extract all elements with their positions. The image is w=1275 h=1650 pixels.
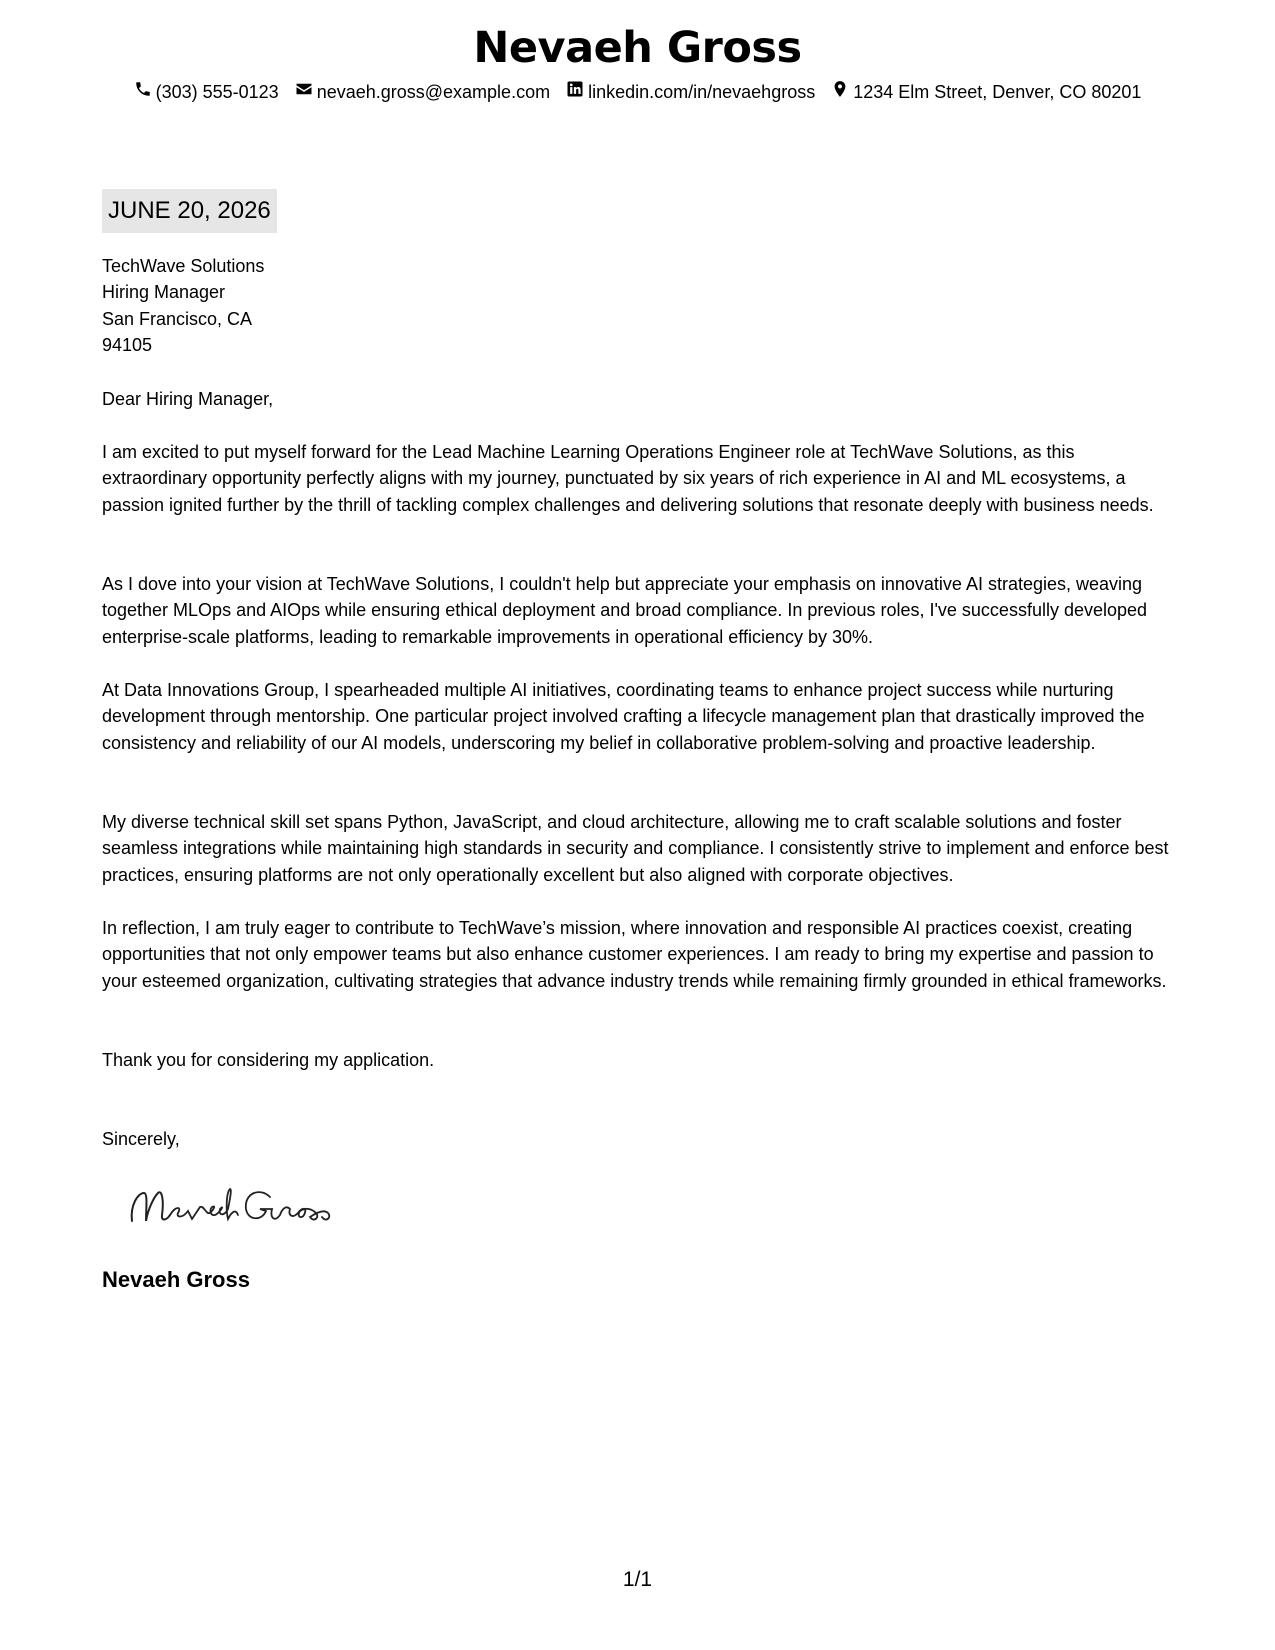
address-text: 1234 Elm Street, Denver, CO 80201 [853,82,1142,102]
recipient-company: TechWave Solutions [102,256,265,276]
contact-linkedin [566,80,815,104]
applicant-name: Nevaeh Gross [473,23,802,73]
recipient-city: San Francisco, CA [102,308,253,329]
thanks-line: Thank you for considering my application. [102,1050,435,1070]
salutation: Dear Hiring Manager, [102,389,274,409]
paragraph-1: I am excited to put myself forward for the Lead Machine Learning Operations Engineer role at TechWave Solutions, as this extraordinary opportunity perfectly aligns with my journey, punctuated by six years of rich experience in AI and ML ecosystems, a passion ignited further by the thrill of tackling complex challenges and delivering solutions that resonate deeply with business needs. [102,442,1154,515]
paragraph-5: In reflection, I am truly eager to contribute to TechWave’s mission, where innovation and responsible AI practices coexist, creating opportunities that not only empower teams but also enhance customer experiences. I am ready to bring my expertise and passion to your esteemed organization, cultivating strategies that advance industry trends while remaining firmly grounded in ethical frameworks. [102,918,1167,991]
recipient-zip: 94105 [102,335,153,356]
handwritten-signature [120,1175,360,1235]
contact-address [831,80,1141,104]
recipient-block [102,253,1174,359]
page-number: 1/1 [622,1568,653,1591]
closing: Sincerely, [102,1129,180,1149]
linkedin-link[interactable]: linkedin.com/in/nevaehgross [588,82,816,102]
paragraph-3: At Data Innovations Group, I spearheaded multiple AI initiatives, coordinating teams to enhance project success while nurturing development through mentorship. One particular project involved crafting a lifecycle management plan that drastically improved the consistency and reliability of our AI models, underscoring my belief in collaborative problem-solving and proactive leadership. [102,680,1145,753]
paragraph-2: As I dove into your vision at TechWave Solutions, I couldn't help but appreciate your emphasis on innovative AI strategies, weaving together MLOps and AIOps while ensuring ethical deployment and broad compliance. In previous roles, I've successfully developed enterprise-scale platforms, leading to remarkable improvements in operational efficiency by 30%. [102,574,1148,647]
map-marker-icon [831,80,853,104]
linkedin-icon [566,80,588,104]
phone-icon [134,80,156,104]
recipient-title: Hiring Manager [102,282,226,303]
envelope-icon [295,80,317,104]
phone-text: (303) 555-0123 [155,82,279,102]
contact-email [295,80,550,104]
email-link[interactable]: nevaeh.gross@example.com [316,82,551,102]
signer-name: Nevaeh Gross [102,1267,250,1292]
paragraph-4: My diverse technical skill set spans Python, JavaScript, and cloud architecture, allowing me to craft scalable solutions and foster seamless integrations while maintaining high standards in security and compliance. I consistently strive to implement and enforce best practices, ensuring platforms are not only operationally excellent but also aligned with corporate objectives. [102,812,1169,885]
contact-bar [0,80,1275,104]
letter-date: JUNE 20, 2026 [102,189,277,233]
contact-phone [134,80,279,104]
